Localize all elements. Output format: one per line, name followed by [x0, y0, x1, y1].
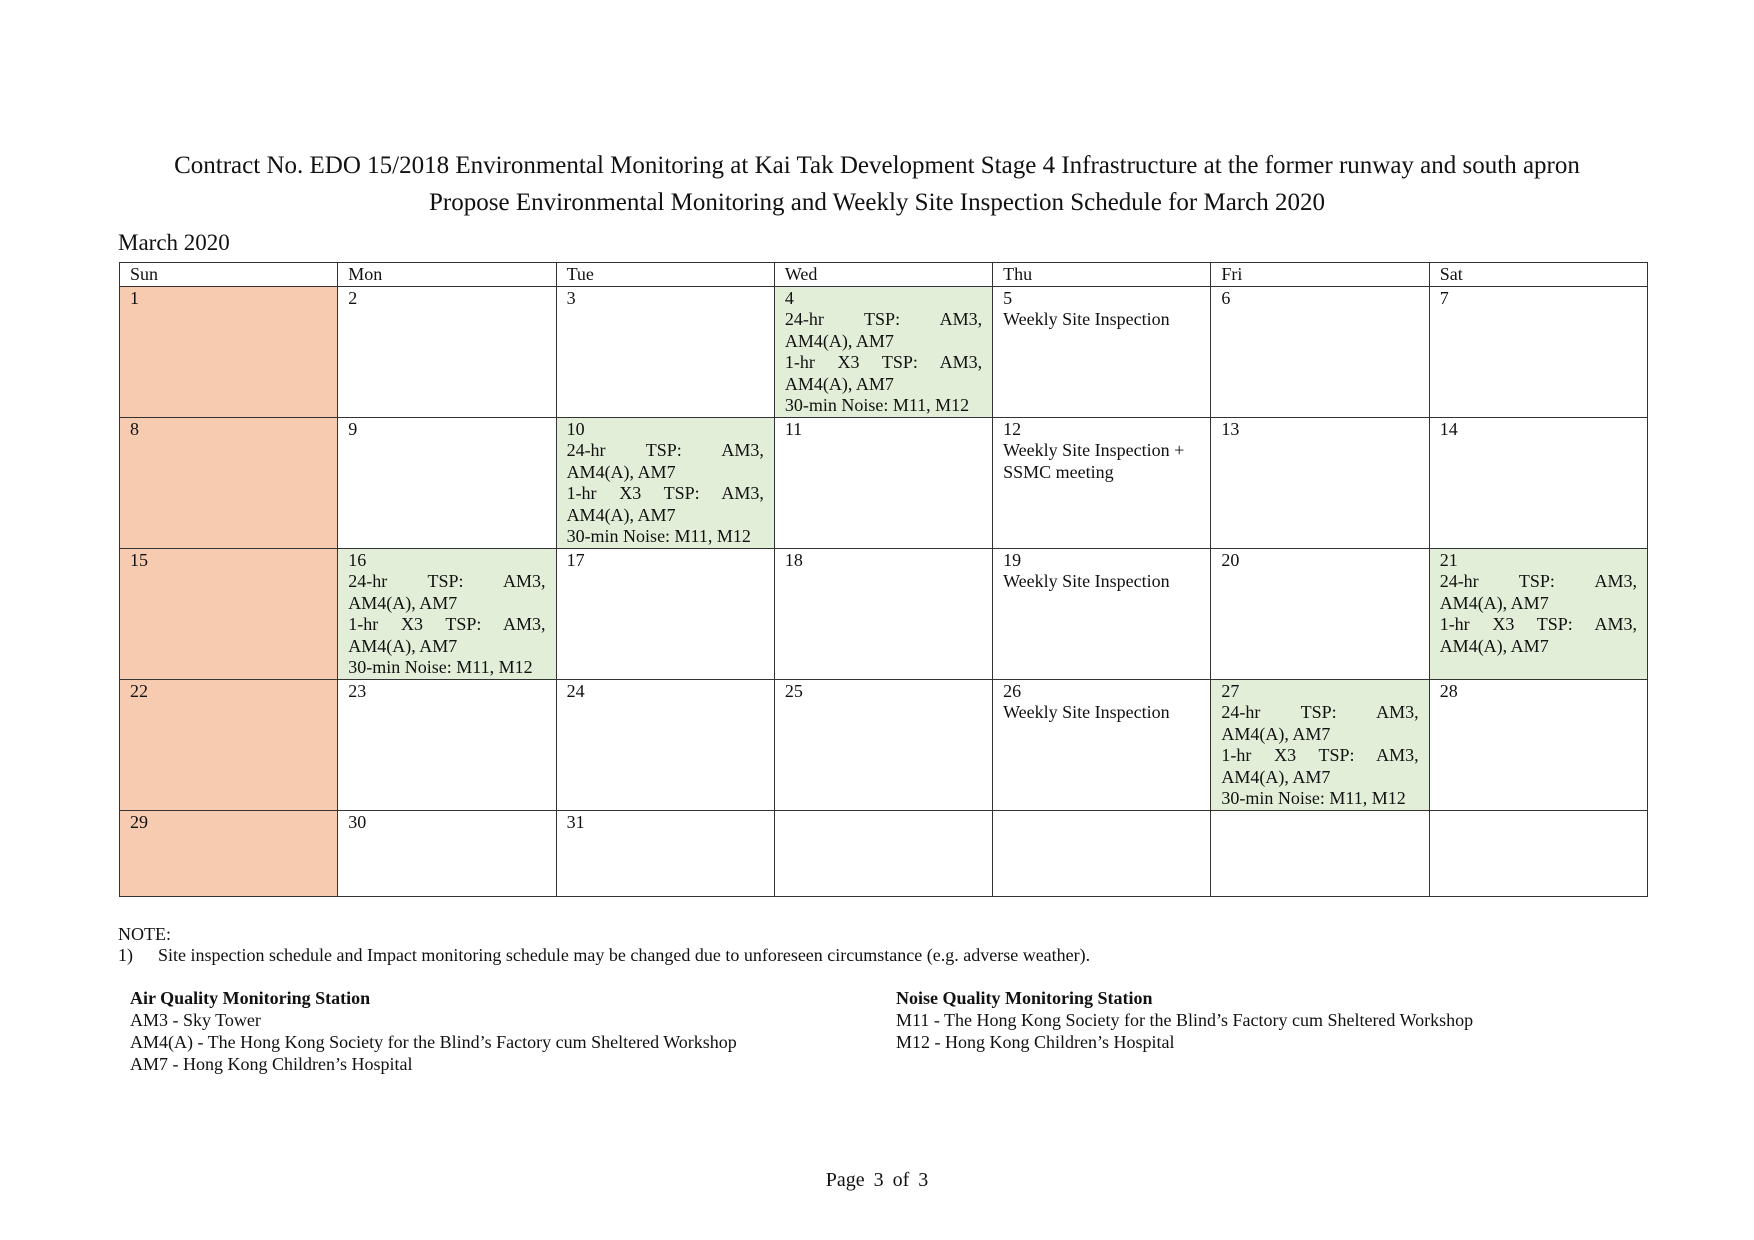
day-cell-thu [993, 417, 1211, 548]
day-cell-sat [1429, 548, 1647, 679]
day-number: 31 [566, 811, 585, 832]
schedule-entry: AM4(A), AM7 [566, 461, 676, 482]
air-station-am7: AM7 - Hong Kong Children’s Hospital [130, 1054, 413, 1074]
day-cell-mon [338, 810, 556, 896]
day-cell-sat [1429, 679, 1647, 810]
day-number: 4 [784, 287, 794, 308]
calendar-header-row [120, 263, 1648, 287]
day-number: 6 [1221, 287, 1231, 308]
day-cell-mon [338, 417, 556, 548]
air-station-am3: AM3 - Sky Tower [130, 1010, 261, 1030]
day-cell-sun [120, 417, 338, 548]
schedule-entry: AM4(A), AM7 [348, 592, 458, 613]
day-number: 9 [348, 418, 358, 439]
day-number: 22 [130, 680, 148, 701]
air-quality-heading: Air Quality Monitoring Station [130, 988, 371, 1008]
day-number: 1 [130, 287, 139, 308]
day-cell-mon [338, 548, 556, 679]
day-cell-tue [556, 679, 774, 810]
schedule-entry: AM4(A), AM7 [784, 373, 894, 394]
schedule-entry: 30-min Noise: M11, M12 [348, 657, 533, 677]
air-station-am4a: AM4(A) - The Hong Kong Society for the Blind’s Factory cum Sheltered Workshop [130, 1032, 737, 1052]
air-quality-legend [130, 987, 737, 1075]
schedule-entry: 30-min Noise: M11, M12 [784, 395, 970, 415]
day-cell-mon [338, 679, 556, 810]
day-header-wed: Wed [774, 263, 992, 287]
day-cell-tue [556, 286, 774, 417]
day-number: 12 [1003, 418, 1022, 439]
day-cell-wed [774, 286, 992, 417]
day-cell-fri [1211, 679, 1429, 810]
calendar-week-row [120, 417, 1648, 548]
schedule-entry: 24-hr TSP: AM3, [348, 571, 546, 591]
day-cell-sat [1429, 417, 1647, 548]
schedule-entry: AM4(A), AM7 [348, 635, 458, 656]
schedule-entry: SSMC meeting [1003, 461, 1114, 482]
day-number: 24 [566, 680, 585, 701]
noise-quality-legend [896, 987, 1473, 1053]
schedule-entry: AM4(A), AM7 [566, 504, 676, 525]
schedule-entry: Weekly Site Inspection + [1003, 440, 1185, 460]
day-number: 18 [784, 549, 803, 570]
calendar-table [119, 262, 1648, 897]
day-cell-thu [993, 286, 1211, 417]
schedule-entry: 24-hr TSP: AM3, [1439, 571, 1637, 591]
schedule-entry: 1-hr X3 TSP: AM3, [784, 352, 983, 372]
schedule-entry: 1-hr X3 TSP: AM3, [1439, 614, 1637, 634]
schedule-entry: 24-hr TSP: AM3, [566, 440, 764, 460]
day-cell-sun [120, 810, 338, 896]
calendar-week-row [120, 810, 1648, 896]
document-subtitle: Propose Environmental Monitoring and Weekly Site Inspection Schedule for March 2020 [429, 189, 1325, 216]
day-number: 8 [130, 418, 139, 439]
day-number: 3 [566, 287, 576, 308]
note-number: 1) [118, 945, 133, 965]
day-cell-sun [120, 548, 338, 679]
day-cell-wed [774, 679, 992, 810]
day-cell-mon [338, 286, 556, 417]
day-number: 25 [784, 680, 803, 701]
day-cell-fri [1211, 810, 1429, 896]
day-number: 21 [1439, 549, 1458, 570]
schedule-entry: Weekly Site Inspection [1003, 702, 1170, 722]
day-cell-wed [774, 548, 992, 679]
day-cell-sun [120, 286, 338, 417]
document-title: Contract No. EDO 15/2018 Environmental Monitoring at Kai Tak Development Stage 4 Infrastructure at the former runway and south apron [174, 152, 1580, 179]
schedule-entry: AM4(A), AM7 [1221, 766, 1331, 787]
day-number: 5 [1003, 287, 1013, 308]
day-header-sun: Sun [120, 263, 338, 287]
schedule-entry: 24-hr TSP: AM3, [1221, 702, 1419, 722]
day-number: 13 [1221, 418, 1240, 439]
page-footer: Page 3 of 3 [825, 1169, 929, 1191]
day-cell-tue [556, 417, 774, 548]
noise-station-m11: M11 - The Hong Kong Society for the Blind’s Factory cum Sheltered Workshop [896, 1010, 1474, 1030]
day-number: 27 [1221, 680, 1240, 701]
day-cell-sun [120, 679, 338, 810]
day-header-fri: Fri [1211, 263, 1429, 287]
schedule-entry: 1-hr X3 TSP: AM3, [1221, 745, 1419, 765]
day-header-mon: Mon [338, 263, 556, 287]
day-number: 26 [1003, 680, 1022, 701]
note-heading: NOTE: [118, 924, 171, 944]
day-number: 2 [348, 287, 358, 308]
day-cell-fri [1211, 417, 1429, 548]
schedule-entry: 24-hr TSP: AM3, [784, 309, 983, 329]
calendar-week-row [120, 286, 1648, 417]
schedule-entry: 1-hr X3 TSP: AM3, [348, 614, 546, 634]
day-header-thu: Thu [993, 263, 1211, 287]
day-number: 30 [348, 811, 367, 832]
day-cell-sat [1429, 286, 1647, 417]
schedule-entry: Weekly Site Inspection [1003, 571, 1170, 591]
day-header-tue: Tue [556, 263, 774, 287]
day-number: 14 [1439, 418, 1458, 439]
note-text: Site inspection schedule and Impact monitoring schedule may be changed due to unforeseen circumstance (e.g. adverse weather). [158, 945, 1091, 965]
schedule-entry: AM4(A), AM7 [1221, 723, 1331, 744]
calendar-body [120, 286, 1648, 896]
day-number: 20 [1221, 549, 1240, 570]
noise-quality-heading: Noise Quality Monitoring Station [896, 988, 1153, 1008]
day-number: 17 [566, 549, 585, 570]
day-number: 11 [784, 418, 803, 439]
day-cell-tue [556, 548, 774, 679]
calendar-week-row [120, 548, 1648, 679]
schedule-entry: AM4(A), AM7 [1439, 635, 1549, 656]
schedule-entry: 30-min Noise: M11, M12 [1221, 788, 1406, 808]
day-number: 19 [1003, 549, 1022, 570]
day-cell-thu [993, 548, 1211, 679]
day-cell-wed [774, 810, 992, 896]
day-number: 23 [348, 680, 367, 701]
day-number: 29 [130, 811, 148, 832]
day-number: 7 [1439, 287, 1449, 308]
schedule-entry: Weekly Site Inspection [1003, 309, 1170, 329]
day-cell-thu [993, 810, 1211, 896]
schedule-entry: AM4(A), AM7 [784, 330, 894, 351]
noise-station-m12: M12 - Hong Kong Children’s Hospital [896, 1032, 1175, 1052]
day-number: 28 [1439, 680, 1458, 701]
day-cell-fri [1211, 548, 1429, 679]
schedule-entry: AM4(A), AM7 [1439, 592, 1549, 613]
day-number: 16 [348, 549, 367, 570]
day-cell-sat [1429, 810, 1647, 896]
day-number: 10 [566, 418, 585, 439]
day-cell-tue [556, 810, 774, 896]
note-item [118, 945, 1090, 966]
day-number: 15 [130, 549, 148, 570]
day-cell-thu [993, 679, 1211, 810]
schedule-entry: 1-hr X3 TSP: AM3, [566, 483, 764, 503]
calendar-week-row [120, 679, 1648, 810]
day-cell-wed [774, 417, 992, 548]
month-label: March 2020 [118, 230, 230, 255]
schedule-entry: 30-min Noise: M11, M12 [566, 526, 751, 546]
day-cell-fri [1211, 286, 1429, 417]
day-header-sat: Sat [1429, 263, 1647, 287]
